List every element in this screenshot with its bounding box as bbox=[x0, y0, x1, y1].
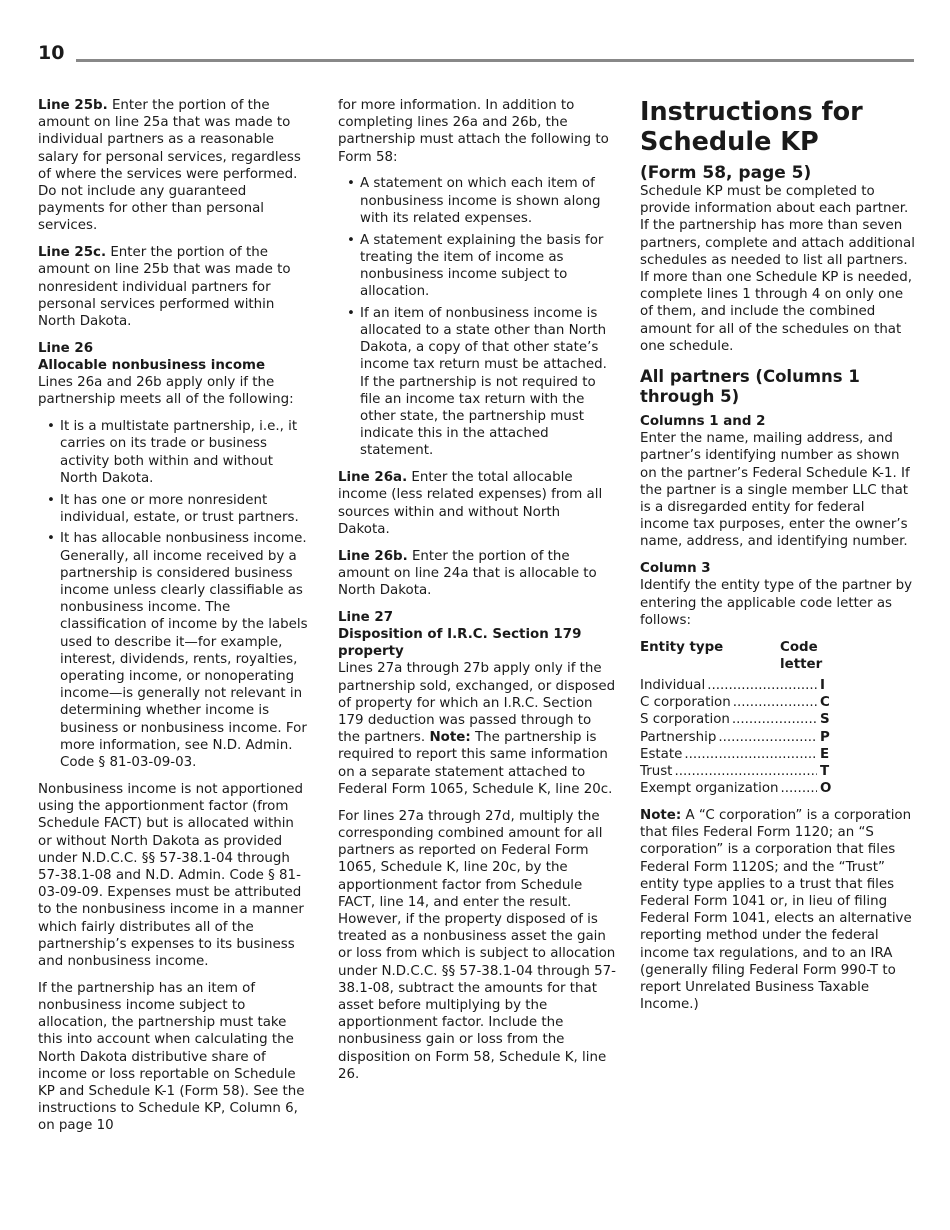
note-text: A “C corporation” is a corporation that files Federal Form 1120; an “S corporation” is a corporation that files Federal Form 1120S; and the “Trust” entity type applies to a trust that files Federal Form 1041 or, in lieu of filing Federal Form 1041, elects an alternative reporting method under the federal income tax regulations, and to an IRA (generally filing Federal Form 990-T to report Unrelated Business Taxable Income.) bbox=[640, 807, 912, 1013]
line-26-block bbox=[38, 340, 310, 409]
entity-code: O bbox=[820, 781, 832, 797]
list-item: • A statement on which each item of nonbusiness income is shown along with its related expenses. bbox=[338, 175, 616, 227]
line-27-instructions-paragraph: For lines 27a through 27d, multiply the corresponding combined amount for all partners as reported on Federal Form 1065, Schedule K, line 20c, by the apportionment factor from Schedule FACT, line 14, and enter the result. However, if the property disposed of is treated as a nonbusiness asset the gain or loss from which is subject to allocation under N.D.C.C. §§ 57-38.1-04 through 57-38.1-08, subtract the amounts for that asset before multiplying by the apportionment factor. Include the nonbusiness gain or loss from the disposition on Form 58, Schedule K, line 26. bbox=[338, 808, 616, 1082]
line-27-subtitle: Disposition of I.R.C. Section 179 property bbox=[338, 627, 582, 660]
list-item: • It has one or more nonresident individual, estate, or trust partners. bbox=[38, 492, 310, 526]
page-number: 10 bbox=[38, 42, 65, 64]
leader-dots bbox=[733, 694, 817, 711]
line-26-conditions-list bbox=[38, 418, 310, 771]
line-25b-label: Line 25b. bbox=[38, 98, 108, 113]
line-26-intro: Lines 26a and 26b apply only if the partnership meets all of the following: bbox=[38, 375, 294, 408]
line-27-block bbox=[338, 609, 616, 798]
line-26a-paragraph bbox=[338, 469, 616, 538]
line-27-title: Line 27 bbox=[338, 609, 394, 625]
table-row bbox=[640, 746, 860, 763]
line-25c-text: Enter the portion of the amount on line 25b that was made to nonresident individual partners for personal services performed within North Dakota. bbox=[38, 245, 291, 330]
section-title: Instructions for Schedule KP bbox=[640, 97, 863, 157]
leader-dots bbox=[674, 763, 817, 780]
column-1 bbox=[38, 97, 310, 1144]
entity-name: Partnership bbox=[640, 729, 717, 745]
list-item: • It is a multistate partnership, i.e., it carries on its trade or business activity both within and without North Dakota. bbox=[38, 418, 310, 487]
column-3-block bbox=[640, 560, 916, 629]
entity-type-header: Entity type bbox=[640, 639, 724, 655]
entity-name: Exempt organization bbox=[640, 781, 779, 797]
entity-note-paragraph bbox=[640, 807, 916, 1013]
attachments-list bbox=[338, 175, 616, 459]
entity-table-header bbox=[640, 639, 860, 673]
leader-dots bbox=[707, 677, 817, 694]
leader-dots bbox=[781, 780, 817, 797]
note-text: The partnership is required to report this same information on a separate statement attached to Federal Form 1065, Schedule K, line 20c. bbox=[338, 730, 613, 797]
all-partners-heading: All partners (Columns 1 through 5) bbox=[640, 367, 860, 407]
line-26b-label: Line 26b. bbox=[338, 548, 408, 564]
columns-1-2-block bbox=[640, 413, 916, 551]
line-26a-label: Line 26a. bbox=[338, 470, 408, 486]
column-3-title: Column 3 bbox=[640, 561, 711, 577]
table-row bbox=[640, 729, 860, 746]
leader-dots bbox=[732, 711, 817, 728]
columns-1-2-title: Columns 1 and 2 bbox=[640, 414, 766, 430]
line-25c-paragraph bbox=[38, 244, 310, 330]
columns-1-2-text: Enter the name, mailing address, and partner’s identifying number as shown on the partner’s Federal Schedule K-1. If the partner is a single member LLC that is a disregarded entity for federal income tax purposes, enter the owner’s name, address, and identifying number. bbox=[640, 431, 910, 550]
line-26b-paragraph bbox=[338, 548, 616, 600]
line-27-text: Lines 27a through 27b apply only if the partnership sold, exchanged, or disposed of property for which an I.R.C. Section 179 deduction was passed through to the partners. bbox=[338, 661, 616, 746]
continuation-paragraph: for more information. In addition to completing lines 26a and 26b, the partnership must attach the following to Form 58: bbox=[338, 98, 609, 165]
note-label: Note: bbox=[429, 730, 471, 746]
list-item: • It has allocable nonbusiness income. Generally, all income received by a partnership is considered business income unless clearly classifiable as nonbusiness income. The classification of income by the labels used to describe it—for example, interest, dividends, rents, royalties, operating income, or nonoperating income—is generally not relevant in determining whether income is business or nonbusiness income. For more information, see N.D. Admin. Code § 81-03-09-03. bbox=[38, 530, 310, 771]
entity-type-table bbox=[640, 639, 860, 798]
entity-code: E bbox=[820, 746, 830, 762]
note-label: Note: bbox=[640, 807, 682, 823]
leader-dots bbox=[684, 746, 817, 763]
table-row bbox=[640, 677, 860, 694]
line-25b-text: Enter the portion of the amount on line 25a that was made to individual partners as a reasonable salary for personal services, regardless of where the services were performed. Do not include any guaranteed payments for other than personal services. bbox=[38, 98, 301, 234]
line-26a-text: Enter the total allocable income (less related expenses) from all sources within and without North Dakota. bbox=[338, 470, 603, 537]
column-3 bbox=[640, 97, 916, 1023]
header-rule bbox=[76, 59, 914, 62]
table-row bbox=[640, 711, 860, 728]
line-25b-paragraph bbox=[38, 97, 310, 235]
entity-name: Individual bbox=[640, 678, 706, 694]
entity-name: Trust bbox=[640, 764, 673, 779]
column-2 bbox=[338, 97, 616, 1093]
entity-code: C bbox=[820, 695, 830, 711]
section-subtitle: (Form 58, page 5) bbox=[640, 163, 812, 183]
leader-dots bbox=[718, 729, 817, 746]
line-26-subtitle: Allocable nonbusiness income bbox=[38, 358, 266, 374]
entity-name: S corporation bbox=[640, 712, 730, 728]
table-row bbox=[640, 780, 860, 797]
list-item: • A statement explaining the basis for treating the item of income as nonbusiness income subject to allocation. bbox=[338, 232, 616, 301]
entity-code: I bbox=[820, 678, 825, 694]
code-letter-header: Code letter bbox=[780, 639, 823, 672]
column-3-text: Identify the entity type of the partner by entering the applicable code letter as follows: bbox=[640, 578, 913, 628]
entity-code: P bbox=[820, 729, 830, 745]
entity-name: Estate bbox=[640, 746, 683, 762]
schedule-kp-intro: Schedule KP must be completed to provide information about each partner. If the partnership has more than seven partners, complete and attach additional schedules as needed to list all partners. If more than one Schedule KP is needed, complete lines 1 through 4 on only one of them, and include the combined amount for all of the schedules on that one schedule. bbox=[640, 184, 915, 354]
entity-name: C corporation bbox=[640, 695, 731, 711]
table-row bbox=[640, 763, 860, 780]
list-item: • If an item of nonbusiness income is allocated to a state other than North Dakota, a copy of that other state’s income tax return must be attached. If the partnership is not required to file an income tax return with the other state, the partnership must indicate this in the attached statement. bbox=[338, 305, 616, 460]
entity-code: T bbox=[820, 764, 830, 779]
line-25c-label: Line 25c. bbox=[38, 245, 107, 261]
entity-code: S bbox=[820, 712, 830, 728]
line-26-title: Line 26 bbox=[38, 340, 94, 356]
line-26b-text: Enter the portion of the amount on line 24a that is allocable to North Dakota. bbox=[338, 548, 597, 599]
table-row bbox=[640, 694, 860, 711]
allocation-paragraph: If the partnership has an item of nonbusiness income subject to allocation, the partnership must take this into account when calculating the North Dakota distributive share of income or loss reportable on Schedule KP and Schedule K-1 (Form 58). See the instructions to Schedule KP, Column 6, on page 10 bbox=[38, 980, 305, 1134]
nonbusiness-paragraph: Nonbusiness income is not apportioned using the apportionment factor (from Schedule FACT) but is allocated within or without North Dakota as provided under N.D.C.C. §§ 57-38.1-04 through 57-38.1-08 and N.D. Admin. Code § 81-03-09-09. Expenses must be attributed to the nonbusiness income in a manner which fairly distributes all of the partnership’s expenses to its business and nonbusiness income. bbox=[38, 781, 304, 969]
page-header bbox=[38, 40, 914, 64]
